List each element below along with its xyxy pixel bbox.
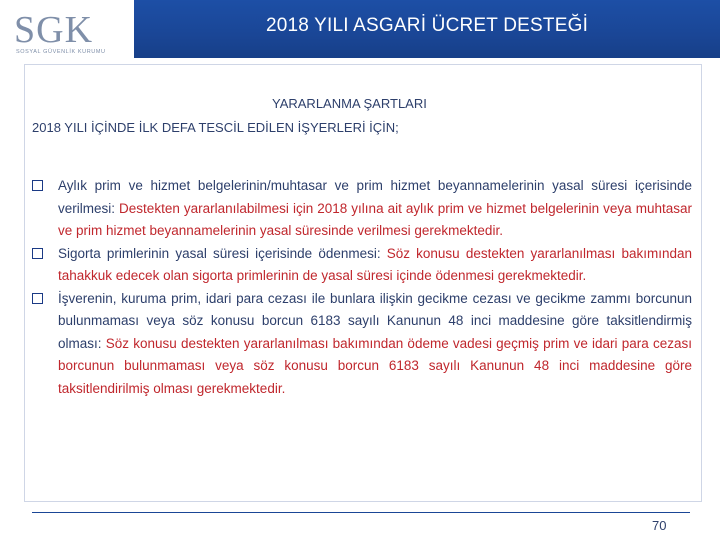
logo-subtitle: SOSYAL GÜVENLİK KURUMU [16, 49, 106, 55]
section-subheading: 2018 YILI İÇİNDE İLK DEFA TESCİL EDİLEN İŞYERLERİ İÇİN; [32, 120, 399, 135]
bullet-lead-text: Sigorta primlerinin yasal süresi içerisinde ödenmesi: [58, 245, 387, 261]
page-title: 2018 YILI ASGARİ ÜCRET DESTEĞİ [265, 15, 589, 36]
bullet-highlight-text: Söz konusu destekten yararlanılması bakımından tahakkuk edecek olan sigorta primlerinin de yasal süresi içinde ödenmesi gerekmektedir. [58, 245, 692, 283]
bullet-highlight-text: Destekten yararlanılabilmesi için 2018 yılına ait aylık prim ve hizmet belgelerinin veya muhtasar ve prim hizmet beyannamelerinin yasal süresinde verilmesi gerekmektedir. [58, 200, 692, 238]
bullet-lead-text: İşverenin, kuruma prim, idari para cezası ile bunlara ilişkin gecikme cezası ve gecikme zammı borcunun bulunmaması veya söz konusu borcun 6183 sayılı Kanunun 48 inci maddesine göre taksitlendirmiş olması: [58, 290, 692, 351]
checkbox-bullet-icon [32, 248, 43, 259]
header [0, 0, 720, 62]
checkbox-bullet-icon [32, 180, 43, 191]
footer-divider [32, 512, 690, 513]
checkbox-bullet-icon [32, 293, 43, 304]
conditions-list [32, 175, 692, 400]
list-item [32, 288, 692, 401]
bullet-highlight-text: Söz konusu destekten yararlanılması bakımından ödeme vadesi geçmiş prim ve idari para cezası borcunun bulunmaması veya söz konusu borcun 6183 sayılı Kanunun 48 inci maddesine göre taksitlendirilmiş olması gerekmektedir. [58, 335, 692, 396]
section-heading: YARARLANMA ŞARTLARI [272, 96, 427, 111]
page-number: 70 [652, 518, 667, 533]
logo-text: SGK [14, 9, 94, 51]
bullet-lead-text: Aylık prim ve hizmet belgelerinin/muhtasar ve prim hizmet beyannamelerinin yasal süresi içerisinde verilmesi: [58, 178, 692, 216]
title-bar [134, 0, 720, 58]
list-item [32, 243, 692, 288]
list-item [32, 175, 692, 243]
sgk-logo [6, 6, 116, 60]
